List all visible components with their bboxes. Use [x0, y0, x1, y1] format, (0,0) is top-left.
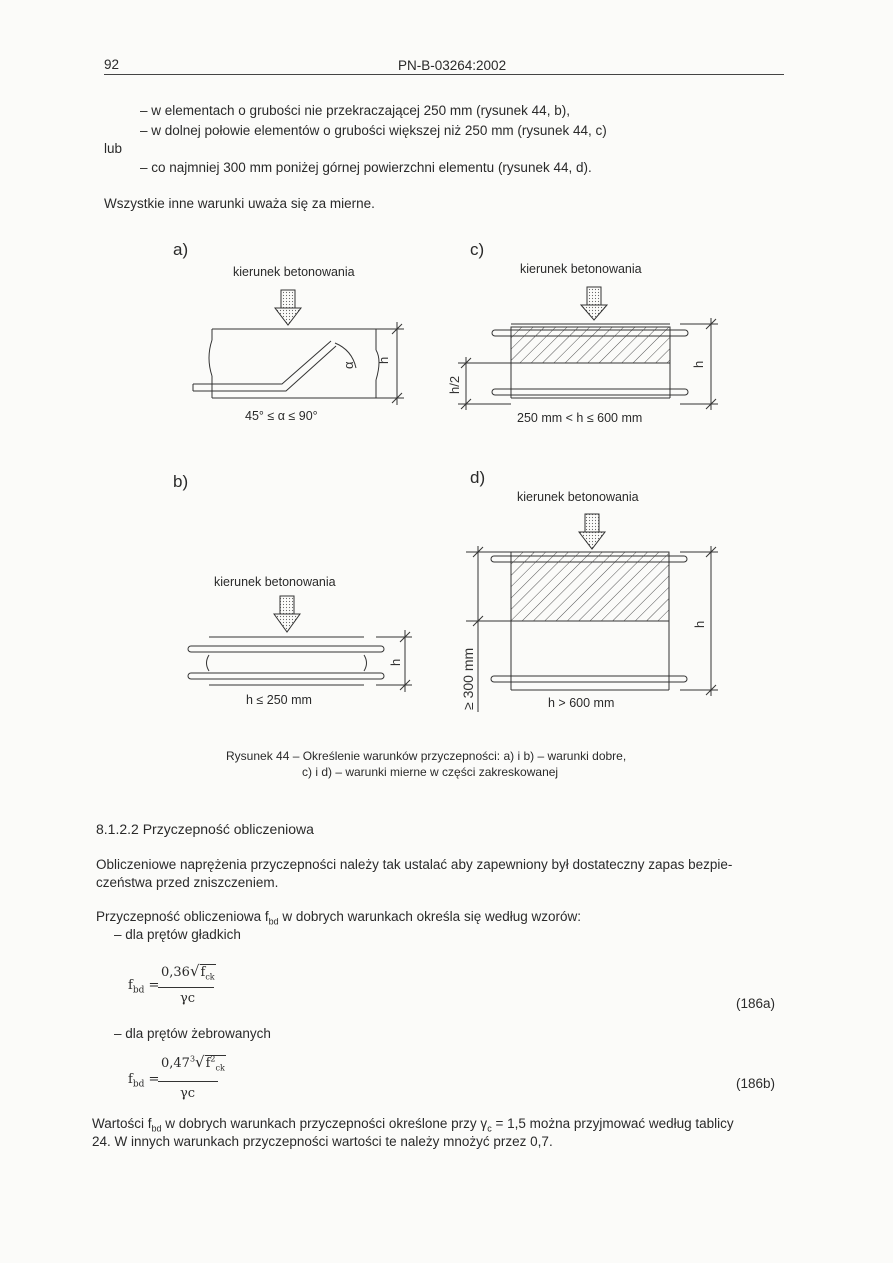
formula-186b-fraction-line: [158, 1081, 218, 1082]
fig-b-letter: b): [173, 472, 189, 491]
fig-a-alpha: α: [341, 361, 356, 369]
fig-a-h: h: [376, 356, 391, 364]
fig-b-arrow: [274, 596, 300, 632]
intro-lub: lub: [104, 141, 123, 156]
formula-186b-numerator: $0,47^3√f^2_{ck}$: [161, 1053, 225, 1073]
formula-186b-denominator: γc: [180, 1086, 196, 1101]
formula-186a-number: (186a): [736, 996, 776, 1011]
fig-c-condition: 250 mm < h ≤ 600 mm: [517, 411, 643, 425]
para2-pre: Przyczepność obliczeniowa f: [96, 909, 269, 924]
fig-a-direction: kierunek betonowania: [233, 265, 355, 279]
para2-post: w dobrych warunkach określa się według wzorów:: [278, 909, 581, 924]
intro-line-1: – w elementach o grubości nie przekraczającej 250 mm (rysunek 44, b),: [140, 103, 570, 118]
fig-d-h: h: [692, 620, 707, 628]
fig-c-h2: h/2: [447, 375, 462, 394]
figure-caption-line-2: c) i d) – warunki mierne w części zakreskowanej: [302, 765, 559, 779]
fig-d-arrow: [579, 514, 605, 549]
smooth-bars-label: – dla prętów gładkich: [114, 927, 241, 942]
intro-other: Wszystkie inne warunki uważa się za mierne.: [104, 196, 375, 211]
standard-code: PN-B-03264:2002: [398, 58, 507, 73]
fig-c-h: h: [691, 360, 706, 368]
formula-186a-fraction-line: [158, 987, 214, 988]
para2: [96, 909, 581, 927]
formula-186a-lhs: $f_{bd}$ =: [128, 978, 160, 996]
para2-sub: bd: [268, 916, 279, 927]
fig-b-element: [207, 637, 367, 685]
fig-c-element: [511, 324, 670, 398]
page-number: 92: [104, 57, 120, 72]
figure-caption-line-1: Rysunek 44 – Określenie warunków przyczepności: a) i b) – warunki dobre,: [226, 749, 627, 763]
fig-a-bar: [193, 341, 336, 391]
fig-b-condition: h ≤ 250 mm: [246, 693, 312, 707]
fig-c-arrow: [581, 287, 607, 320]
fig-a-arrow: [275, 290, 301, 325]
intro-line-3: – co najmniej 300 mm poniżej górnej powierzchni elementu (rysunek 44, d).: [140, 160, 592, 175]
fig-b-bars: [188, 646, 384, 679]
fig-a-condition: 45° ≤ α ≤ 90°: [245, 409, 318, 423]
fig-d-direction: kierunek betonowania: [517, 490, 639, 504]
ribbed-bars-label: – dla prętów żebrowanych: [114, 1026, 271, 1041]
formula-186b-lhs: $f_{bd}$ =: [128, 1072, 160, 1090]
fig-d-element: [511, 552, 669, 690]
section-heading: 8.1.2.2 Przyczepność obliczeniowa: [96, 821, 314, 837]
para1-line-2: czeństwa przed zniszczeniem.: [96, 875, 279, 890]
fig-c-direction: kierunek betonowania: [520, 262, 642, 276]
fig-d-condition: h > 600 mm: [548, 696, 615, 710]
intro-line-2: – w dolnej połowie elementów o grubości większej niż 250 mm (rysunek 44, c): [140, 123, 607, 138]
formula-186b-number: (186b): [736, 1076, 776, 1091]
para3-line-2: 24. W innych warunkach przyczepności wartości te należy mnożyć przez 0,7.: [92, 1134, 553, 1149]
formula-186a-denominator: γc: [180, 991, 196, 1006]
formula-186a-numerator: $0,36√f_{ck}$: [161, 962, 215, 982]
fig-b-direction: kierunek betonowania: [214, 575, 336, 589]
para1-line-1: Obliczeniowe naprężenia przyczepności należy tak ustalać aby zapewniony był dostateczny zapas bezpie-: [96, 857, 733, 872]
fig-b-h: h: [388, 658, 403, 666]
fig-d-depth: ≥ 300 mm: [460, 647, 476, 710]
fig-a-letter: a): [173, 240, 189, 259]
fig-d-letter: d): [470, 468, 486, 487]
para3-line-1: Wartości $f_{bd}$ w dobrych warunkach przyczepności określone przy $\gamma_c = 1,5$ można przyjmować według tablicy: [92, 1116, 734, 1134]
fig-c-letter: c): [470, 240, 485, 259]
